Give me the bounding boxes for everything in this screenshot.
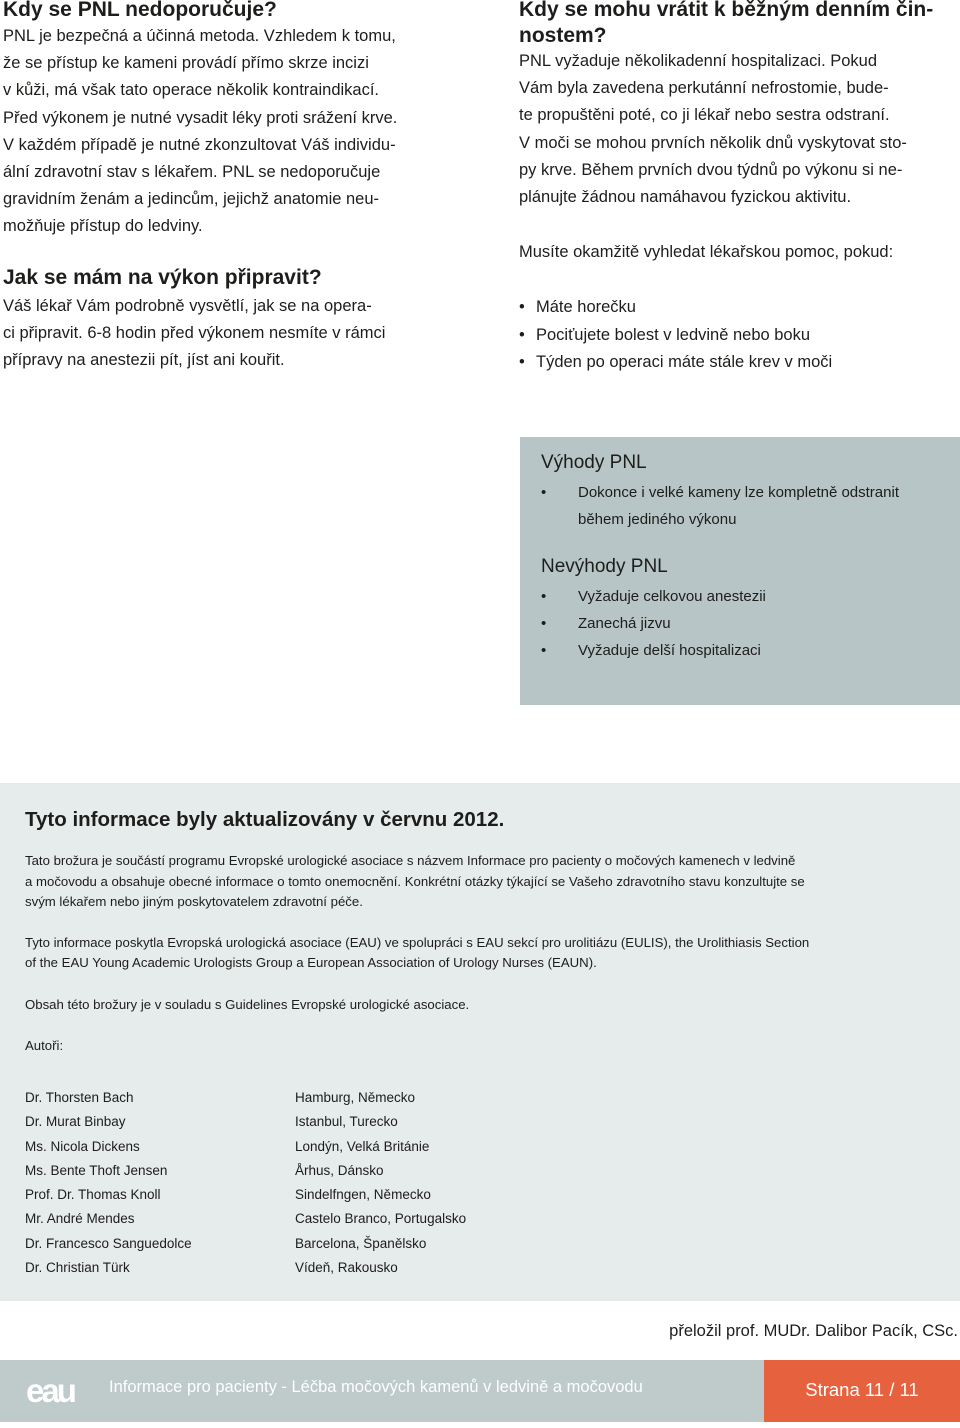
author-name: Ms. Bente Thoft Jensen xyxy=(25,1162,168,1178)
author-name: Mr. André Mendes xyxy=(25,1211,135,1227)
heading-line: nostem? xyxy=(519,24,607,47)
eau-logo xyxy=(26,1373,84,1409)
item-line: • Dokonce i velké kameny lze kompletně odstranit xyxy=(578,484,899,501)
left-column xyxy=(3,0,444,374)
text-line: plánujte žádnou namáhavou fyzickou aktivitu. xyxy=(519,188,852,207)
footer-text: Informace pro pacienty - Léčba močových kamenů v ledvině a močovodu xyxy=(109,1378,643,1396)
info-box xyxy=(0,783,960,1301)
text-line: Před výkonem je nutné vysadit léky proti srážení krve. xyxy=(3,108,398,127)
footer xyxy=(0,1360,960,1422)
text-line: V moči se mohou prvních několik dnů vyskytovat sto- xyxy=(519,133,907,152)
text-line: ci připravit. 6-8 hodin před výkonem nesmíte v rámci xyxy=(3,323,386,342)
author-name: Dr. Christian Türk xyxy=(25,1260,130,1276)
text-line: v kůži, má však tato operace několik kontraindikací. xyxy=(3,81,380,100)
section-heading-return-to-activities xyxy=(519,0,960,49)
cons-item xyxy=(541,610,951,637)
text-line: V každém případě je nutné zkonzultovat Váš individu- xyxy=(3,135,396,154)
text-line: ální zdravotní stav s lékařem. PNL se nedoporučuje xyxy=(3,163,381,182)
preparation-text xyxy=(3,293,444,375)
cons-item xyxy=(541,583,951,610)
footer-bar xyxy=(0,1360,764,1422)
item-line: • Zanechá jizvu xyxy=(578,615,671,632)
text-line: gravidním ženám a jedincům, jejichž anatomie neu- xyxy=(3,190,380,209)
translator-credit: přeložil prof. MUDr. Dalibor Pacík, CSc. xyxy=(669,1322,958,1340)
heading-line: Kdy se mohu vrátit k běžným denním čin- xyxy=(519,0,934,21)
text-line: Tyto informace poskytla Evropská urologická asociace (EAU) ve spolupráci s EAU sekcí pro urolitiázu (EULIS), the Urolithiasis Section xyxy=(25,934,810,950)
section-heading-contraindications: Kdy se PNL nedoporučuje? xyxy=(3,0,277,21)
text-line: Váš lékař Vám podrobně vysvětlí, jak se na opera- xyxy=(3,296,372,315)
info-title: Tyto informace byly aktualizovány v červnu 2012. xyxy=(25,808,505,831)
text-line: te propuštěni poté, co ji lékař nebo sestra odstraní. xyxy=(519,106,890,125)
author-name: Dr. Thorsten Bach xyxy=(25,1090,134,1105)
author-city: Istanbul, Turecko xyxy=(295,1114,398,1130)
author-name: Dr. Murat Binbay xyxy=(25,1114,126,1130)
author-name: Dr. Francesco Sanguedolce xyxy=(25,1235,192,1251)
text-line: Vám byla zavedena perkutánní nefrostomie, bude- xyxy=(519,79,889,98)
cons-title: Nevýhody PNL xyxy=(541,556,668,577)
text-line: PNL je bezpečná a účinná metoda. Vzhledem k tomu, xyxy=(3,27,396,45)
pros-item xyxy=(541,479,951,533)
eau-logo-text: eau xyxy=(26,1373,74,1409)
page-indicator xyxy=(764,1360,960,1422)
advantages-box xyxy=(520,437,960,705)
text-line: Tato brožura je součástí programu Evropské urologické asociace s názvem Informace pro pacienty o močových kamenech v ledvině xyxy=(25,853,796,868)
page-number: Strana 11 / 11 xyxy=(805,1379,919,1400)
contraindications-text xyxy=(3,23,444,241)
text-line: svým lékařem nebo jiným poskytovatelem zdravotní péče. xyxy=(25,894,363,909)
right-column xyxy=(519,0,960,377)
authors-label: Autoři: xyxy=(25,1038,64,1053)
text-line: PNL vyžaduje několikadenní hospitalizaci. Pokud xyxy=(519,52,878,70)
author-city: Londýn, Velká Británie xyxy=(295,1138,430,1154)
info-paragraph-1 xyxy=(25,851,925,913)
alert-list xyxy=(519,294,960,377)
text-line: že se přístup ke kameni provádí přímo skrze incizi xyxy=(3,54,369,73)
author-city: Sindelfngen, Německo xyxy=(295,1187,431,1203)
author-city: Barcelona, Španělsko xyxy=(295,1235,427,1251)
text-line: přípravy na anestezii pít, jíst ani kouřit. xyxy=(3,351,285,370)
section-heading-preparation: Jak se mám na výkon připravit? xyxy=(3,265,322,289)
cons-list xyxy=(541,583,951,664)
author-name: Prof. Dr. Thomas Knoll xyxy=(25,1187,161,1203)
text-line: možňuje přístup do ledviny. xyxy=(3,217,203,236)
item-line: • Vyžaduje delší hospitalizaci xyxy=(578,642,761,659)
author-city: Hamburg, Německo xyxy=(295,1090,416,1105)
text-line: py krve. Během prvních dvou týdnů po výkonu si ne- xyxy=(519,160,903,179)
item-line: během jediného výkonu xyxy=(578,511,737,528)
author-city: Vídeň, Rakousko xyxy=(295,1260,398,1276)
alert-item: • Týden po operaci máte stále krev v moči xyxy=(519,349,960,377)
info-paragraph-2 xyxy=(25,933,925,974)
pros-list xyxy=(541,479,951,533)
alert-item: • Máte horečku xyxy=(519,294,960,322)
item-line: • Vyžaduje celkovou anestezii xyxy=(578,588,766,605)
cons-item xyxy=(541,637,951,664)
alert-intro: Musíte okamžitě vyhledat lékařskou pomoc, pokud: xyxy=(519,243,894,262)
pros-title: Výhody PNL xyxy=(541,452,647,473)
text-line: of the EAU Young Academic Urologists Group a European Association of Urology Nurses (EAUN). xyxy=(25,955,597,970)
author-name: Ms. Nicola Dickens xyxy=(25,1138,140,1154)
author-city: Castelo Branco, Portugalsko xyxy=(295,1211,467,1227)
return-to-activities-text xyxy=(519,48,960,211)
alert-item: • Pociťujete bolest v ledvině nebo boku xyxy=(519,322,960,350)
text-line: a močovodu a obsahuje obecné informace o tomto onemocnění. Konkrétní otázky týkající se Vašeho zdravotního stavu konzultujte se xyxy=(25,873,805,889)
author-city: Århus, Dánsko xyxy=(295,1162,384,1178)
info-paragraph-3: Obsah této brožury je v souladu s Guidelines Evropské urologické asociace. xyxy=(25,996,470,1012)
